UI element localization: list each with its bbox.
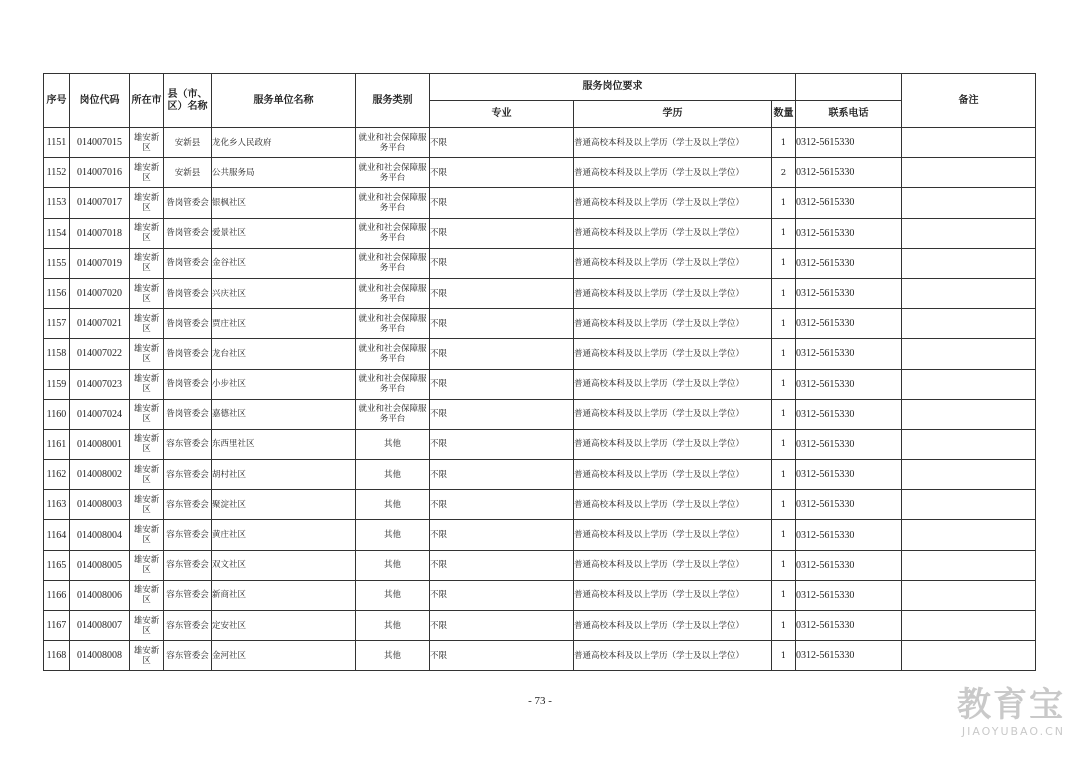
- cell-count: 1: [772, 339, 796, 369]
- cell-remark: [902, 339, 1036, 369]
- watermark-sub: JIAOYUBAO.CN: [961, 725, 1065, 738]
- cell-seq: 1159: [44, 369, 70, 399]
- cell-county: 容东管委会: [164, 611, 212, 641]
- cell-unit: 龙化乡人民政府: [212, 128, 356, 158]
- cell-city: 雄安新区: [130, 158, 164, 188]
- cell-education: 普通高校本科及以上学历（学士及以上学位）: [574, 248, 772, 278]
- table-row: [44, 158, 1036, 188]
- cell-count: 1: [772, 429, 796, 459]
- cell-county: 安新县: [164, 128, 212, 158]
- cell-unit: 聚淀社区: [212, 490, 356, 520]
- cell-county: 昝岗管委会: [164, 339, 212, 369]
- cell-category: 就业和社会保障服务平台: [356, 188, 430, 218]
- header-city: 所在市: [130, 74, 164, 128]
- table-row: [44, 520, 1036, 550]
- cell-category: 就业和社会保障服务平台: [356, 158, 430, 188]
- cell-major: 不限: [430, 611, 574, 641]
- header-count: 数量: [772, 101, 796, 128]
- cell-phone: 0312-5615330: [796, 550, 902, 580]
- cell-code: 014008004: [70, 520, 130, 550]
- table-row: [44, 641, 1036, 671]
- cell-code: 014008007: [70, 611, 130, 641]
- cell-count: 1: [772, 218, 796, 248]
- cell-code: 014007024: [70, 399, 130, 429]
- cell-city: 雄安新区: [130, 520, 164, 550]
- cell-seq: 1162: [44, 460, 70, 490]
- cell-county: 容东管委会: [164, 520, 212, 550]
- cell-remark: [902, 248, 1036, 278]
- cell-county: 昝岗管委会: [164, 278, 212, 308]
- cell-code: 014007015: [70, 128, 130, 158]
- cell-code: 014007021: [70, 309, 130, 339]
- cell-code: 014008008: [70, 641, 130, 671]
- cell-remark: [902, 158, 1036, 188]
- header-seq: 序号: [44, 74, 70, 128]
- table-row: [44, 580, 1036, 610]
- cell-major: 不限: [430, 641, 574, 671]
- cell-count: 1: [772, 128, 796, 158]
- cell-count: 1: [772, 399, 796, 429]
- cell-education: 普通高校本科及以上学历（学士及以上学位）: [574, 218, 772, 248]
- cell-code: 014008003: [70, 490, 130, 520]
- table-row: [44, 460, 1036, 490]
- header-phone-spacer: [796, 74, 902, 101]
- table-row: [44, 339, 1036, 369]
- cell-remark: [902, 490, 1036, 520]
- cell-county: 昝岗管委会: [164, 248, 212, 278]
- cell-count: 1: [772, 550, 796, 580]
- cell-city: 雄安新区: [130, 550, 164, 580]
- cell-code: 014007019: [70, 248, 130, 278]
- cell-category: 其他: [356, 611, 430, 641]
- cell-remark: [902, 128, 1036, 158]
- cell-seq: 1166: [44, 580, 70, 610]
- cell-seq: 1157: [44, 309, 70, 339]
- table-row: [44, 248, 1036, 278]
- cell-remark: [902, 460, 1036, 490]
- cell-category: 就业和社会保障服务平台: [356, 369, 430, 399]
- cell-major: 不限: [430, 218, 574, 248]
- cell-phone: 0312-5615330: [796, 188, 902, 218]
- table-body: [44, 128, 1036, 671]
- cell-code: 014007018: [70, 218, 130, 248]
- cell-code: 014007022: [70, 339, 130, 369]
- cell-seq: 1168: [44, 641, 70, 671]
- header-county: 县（市、区）名称: [164, 74, 212, 128]
- header-remarks: 备注: [902, 74, 1036, 128]
- cell-count: 1: [772, 369, 796, 399]
- table-header: [44, 74, 1036, 128]
- header-major: 专业: [430, 101, 574, 128]
- table-row: [44, 309, 1036, 339]
- cell-count: 1: [772, 520, 796, 550]
- cell-city: 雄安新区: [130, 490, 164, 520]
- cell-city: 雄安新区: [130, 611, 164, 641]
- cell-county: 容东管委会: [164, 429, 212, 459]
- cell-seq: 1151: [44, 128, 70, 158]
- cell-count: 1: [772, 248, 796, 278]
- cell-education: 普通高校本科及以上学历（学士及以上学位）: [574, 309, 772, 339]
- cell-education: 普通高校本科及以上学历（学士及以上学位）: [574, 278, 772, 308]
- cell-seq: 1160: [44, 399, 70, 429]
- cell-unit: 龙台社区: [212, 339, 356, 369]
- cell-code: 014007017: [70, 188, 130, 218]
- cell-seq: 1152: [44, 158, 70, 188]
- cell-code: 014007023: [70, 369, 130, 399]
- table-row: [44, 128, 1036, 158]
- cell-count: 1: [772, 460, 796, 490]
- cell-education: 普通高校本科及以上学历（学士及以上学位）: [574, 188, 772, 218]
- cell-count: 1: [772, 188, 796, 218]
- cell-county: 容东管委会: [164, 550, 212, 580]
- cell-city: 雄安新区: [130, 218, 164, 248]
- cell-count: 2: [772, 158, 796, 188]
- cell-category: 其他: [356, 429, 430, 459]
- cell-code: 014008005: [70, 550, 130, 580]
- cell-education: 普通高校本科及以上学历（学士及以上学位）: [574, 611, 772, 641]
- cell-code: 014008001: [70, 429, 130, 459]
- cell-unit: 贾庄社区: [212, 309, 356, 339]
- cell-phone: 0312-5615330: [796, 460, 902, 490]
- cell-remark: [902, 611, 1036, 641]
- cell-phone: 0312-5615330: [796, 278, 902, 308]
- cell-seq: 1155: [44, 248, 70, 278]
- cell-phone: 0312-5615330: [796, 369, 902, 399]
- cell-education: 普通高校本科及以上学历（学士及以上学位）: [574, 490, 772, 520]
- cell-seq: 1163: [44, 490, 70, 520]
- cell-phone: 0312-5615330: [796, 158, 902, 188]
- cell-remark: [902, 580, 1036, 610]
- cell-category: 就业和社会保障服务平台: [356, 278, 430, 308]
- cell-city: 雄安新区: [130, 339, 164, 369]
- cell-city: 雄安新区: [130, 460, 164, 490]
- cell-city: 雄安新区: [130, 188, 164, 218]
- header-category: 服务类别: [356, 74, 430, 128]
- cell-category: 就业和社会保障服务平台: [356, 128, 430, 158]
- cell-major: 不限: [430, 580, 574, 610]
- watermark-main: 教育宝: [957, 685, 1065, 725]
- cell-remark: [902, 188, 1036, 218]
- cell-education: 普通高校本科及以上学历（学士及以上学位）: [574, 429, 772, 459]
- cell-city: 雄安新区: [130, 641, 164, 671]
- cell-count: 1: [772, 611, 796, 641]
- cell-seq: 1156: [44, 278, 70, 308]
- cell-phone: 0312-5615330: [796, 580, 902, 610]
- cell-count: 1: [772, 641, 796, 671]
- cell-remark: [902, 278, 1036, 308]
- cell-major: 不限: [430, 399, 574, 429]
- table-row: [44, 429, 1036, 459]
- cell-remark: [902, 369, 1036, 399]
- cell-category: 其他: [356, 520, 430, 550]
- cell-unit: 双文社区: [212, 550, 356, 580]
- cell-category: 其他: [356, 460, 430, 490]
- cell-category: 其他: [356, 550, 430, 580]
- header-education: 学历: [574, 101, 772, 128]
- cell-unit: 东西里社区: [212, 429, 356, 459]
- header-code: 岗位代码: [70, 74, 130, 128]
- cell-major: 不限: [430, 128, 574, 158]
- cell-city: 雄安新区: [130, 128, 164, 158]
- cell-count: 1: [772, 580, 796, 610]
- cell-category: 其他: [356, 490, 430, 520]
- table-row: [44, 399, 1036, 429]
- cell-education: 普通高校本科及以上学历（学士及以上学位）: [574, 550, 772, 580]
- cell-education: 普通高校本科及以上学历（学士及以上学位）: [574, 520, 772, 550]
- cell-unit: 新商社区: [212, 580, 356, 610]
- cell-seq: 1154: [44, 218, 70, 248]
- cell-category: 就业和社会保障服务平台: [356, 399, 430, 429]
- cell-city: 雄安新区: [130, 278, 164, 308]
- cell-category: 就业和社会保障服务平台: [356, 309, 430, 339]
- cell-unit: 爱景社区: [212, 218, 356, 248]
- cell-unit: 银枫社区: [212, 188, 356, 218]
- cell-county: 容东管委会: [164, 641, 212, 671]
- cell-education: 普通高校本科及以上学历（学士及以上学位）: [574, 641, 772, 671]
- cell-education: 普通高校本科及以上学历（学士及以上学位）: [574, 580, 772, 610]
- cell-city: 雄安新区: [130, 309, 164, 339]
- positions-table: [43, 73, 1036, 671]
- cell-remark: [902, 520, 1036, 550]
- cell-major: 不限: [430, 248, 574, 278]
- cell-remark: [902, 399, 1036, 429]
- cell-major: 不限: [430, 490, 574, 520]
- cell-unit: 黄庄社区: [212, 520, 356, 550]
- table-row: [44, 278, 1036, 308]
- cell-category: 其他: [356, 641, 430, 671]
- cell-phone: 0312-5615330: [796, 490, 902, 520]
- cell-remark: [902, 218, 1036, 248]
- cell-major: 不限: [430, 369, 574, 399]
- cell-county: 安新县: [164, 158, 212, 188]
- header-phone: 联系电话: [796, 101, 902, 128]
- cell-category: 就业和社会保障服务平台: [356, 218, 430, 248]
- cell-seq: 1158: [44, 339, 70, 369]
- cell-city: 雄安新区: [130, 580, 164, 610]
- cell-major: 不限: [430, 278, 574, 308]
- cell-remark: [902, 641, 1036, 671]
- cell-remark: [902, 309, 1036, 339]
- table-row: [44, 550, 1036, 580]
- header-unit: 服务单位名称: [212, 74, 356, 128]
- cell-seq: 1167: [44, 611, 70, 641]
- cell-phone: 0312-5615330: [796, 641, 902, 671]
- cell-county: 容东管委会: [164, 580, 212, 610]
- page-number: - 73 -: [528, 695, 552, 707]
- cell-unit: 公共服务局: [212, 158, 356, 188]
- cell-seq: 1165: [44, 550, 70, 580]
- table-row: [44, 188, 1036, 218]
- cell-major: 不限: [430, 158, 574, 188]
- cell-education: 普通高校本科及以上学历（学士及以上学位）: [574, 339, 772, 369]
- cell-count: 1: [772, 278, 796, 308]
- cell-category: 就业和社会保障服务平台: [356, 339, 430, 369]
- cell-major: 不限: [430, 460, 574, 490]
- cell-education: 普通高校本科及以上学历（学士及以上学位）: [574, 128, 772, 158]
- cell-category: 其他: [356, 580, 430, 610]
- cell-major: 不限: [430, 550, 574, 580]
- cell-unit: 嘉德社区: [212, 399, 356, 429]
- cell-city: 雄安新区: [130, 429, 164, 459]
- cell-county: 容东管委会: [164, 460, 212, 490]
- cell-county: 昝岗管委会: [164, 399, 212, 429]
- cell-code: 014007016: [70, 158, 130, 188]
- cell-unit: 金河社区: [212, 641, 356, 671]
- cell-county: 昝岗管委会: [164, 188, 212, 218]
- table-row: [44, 611, 1036, 641]
- cell-county: 昝岗管委会: [164, 369, 212, 399]
- cell-major: 不限: [430, 520, 574, 550]
- cell-unit: 兴庆社区: [212, 278, 356, 308]
- cell-remark: [902, 550, 1036, 580]
- cell-education: 普通高校本科及以上学历（学士及以上学位）: [574, 369, 772, 399]
- cell-unit: 定安社区: [212, 611, 356, 641]
- cell-major: 不限: [430, 309, 574, 339]
- cell-major: 不限: [430, 429, 574, 459]
- table-row: [44, 490, 1036, 520]
- cell-city: 雄安新区: [130, 369, 164, 399]
- cell-unit: 小步社区: [212, 369, 356, 399]
- cell-seq: 1161: [44, 429, 70, 459]
- cell-county: 昝岗管委会: [164, 309, 212, 339]
- cell-education: 普通高校本科及以上学历（学士及以上学位）: [574, 158, 772, 188]
- watermark-logo: [905, 685, 1065, 749]
- cell-phone: 0312-5615330: [796, 611, 902, 641]
- cell-count: 1: [772, 309, 796, 339]
- cell-phone: 0312-5615330: [796, 218, 902, 248]
- cell-seq: 1164: [44, 520, 70, 550]
- cell-phone: 0312-5615330: [796, 128, 902, 158]
- cell-education: 普通高校本科及以上学历（学士及以上学位）: [574, 460, 772, 490]
- cell-county: 昝岗管委会: [164, 218, 212, 248]
- cell-phone: 0312-5615330: [796, 309, 902, 339]
- cell-education: 普通高校本科及以上学历（学士及以上学位）: [574, 399, 772, 429]
- cell-major: 不限: [430, 339, 574, 369]
- cell-major: 不限: [430, 188, 574, 218]
- cell-category: 就业和社会保障服务平台: [356, 248, 430, 278]
- cell-phone: 0312-5615330: [796, 339, 902, 369]
- cell-seq: 1153: [44, 188, 70, 218]
- cell-unit: 胡村社区: [212, 460, 356, 490]
- cell-count: 1: [772, 490, 796, 520]
- header-requirements: 服务岗位要求: [430, 74, 796, 101]
- cell-phone: 0312-5615330: [796, 429, 902, 459]
- cell-city: 雄安新区: [130, 248, 164, 278]
- cell-phone: 0312-5615330: [796, 399, 902, 429]
- cell-city: 雄安新区: [130, 399, 164, 429]
- cell-phone: 0312-5615330: [796, 248, 902, 278]
- cell-code: 014008006: [70, 580, 130, 610]
- cell-county: 容东管委会: [164, 490, 212, 520]
- table-row: [44, 369, 1036, 399]
- table-row: [44, 218, 1036, 248]
- cell-code: 014008002: [70, 460, 130, 490]
- cell-remark: [902, 429, 1036, 459]
- cell-unit: 金谷社区: [212, 248, 356, 278]
- cell-phone: 0312-5615330: [796, 520, 902, 550]
- cell-code: 014007020: [70, 278, 130, 308]
